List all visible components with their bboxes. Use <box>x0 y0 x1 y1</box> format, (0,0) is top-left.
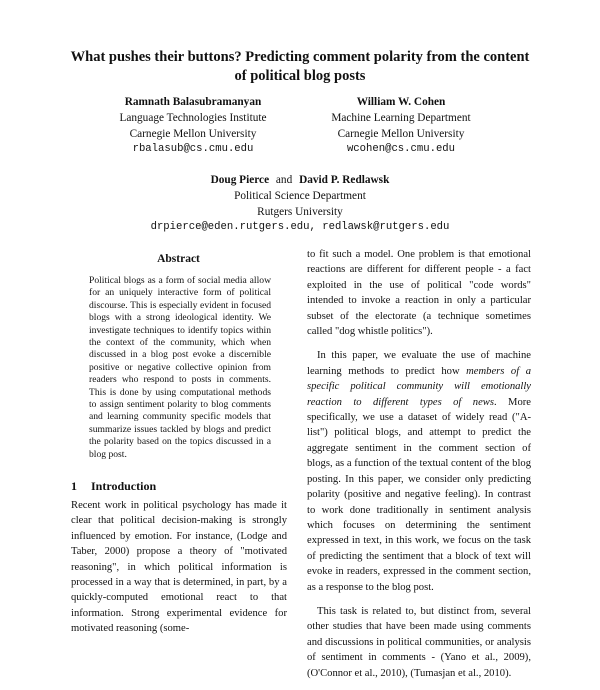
section-number: 1 <box>71 479 77 493</box>
abstract-text: Political blogs as a form of social media allow for an uniquely interactive form of political discourse. This is especially evident in focused blogs with a strong ideological identity. We investigate techniques to identify topics within the context of the community, which when discussed in a blog post evoke a discernible positive or negative collective opinion from readers who respond to posts in comments. This is done by using computational methods to assign sentiment polarity to blog comments and learning community specific models that summarize issues tackled by blogs and predict the polarity based on the topics discussed in a blog post. <box>89 275 271 460</box>
introduction-text: Recent work in political psychology has made it clear that political decision-making is strongly influenced by emotion. For instance, (Lodge and Taber, 2000) propose a theory of "motivated reasoning", in which political information is processed in a way that is determined, in part, by a quickly-computed emotional react to that information. Strong experimental evidence for motivated reasoning (some- <box>71 500 287 635</box>
author-name: William W. Cohen <box>356 96 446 108</box>
abstract-section <box>71 253 286 461</box>
paragraph: This task is related to, but distinct from, several other studies that have been made using comments and discussions in political communities, or analysis of sentiment in comments - (Yano et al., 2009), (O'Connor et al., 2010), (Tumasjan et al., 2010). <box>307 605 531 679</box>
paper-title <box>60 48 540 86</box>
title-line-2: of political blog posts <box>234 68 366 84</box>
author-email: wcohen@cs.cmu.edu <box>346 143 456 156</box>
paragraph: to fit such a model. One problem is that emotional reactions are different for different people - a fact exploited in the use of political "code words" intended to invoke a reaction in only a particular subset of the electorate (a technique sometimes called "dog whistle politics"). <box>307 249 531 338</box>
author-affiliation: Machine Learning Department <box>331 111 471 124</box>
author-block-1 <box>98 95 288 158</box>
paragraph-text: . More specifically, we use a dataset of widely read ("A-list") political blogs, and attempt to predict the aggregate sentiment in the comment section of blogs, as a function of the textual content of the blog posting. In this paper, we consider only predicting polarity (positive and negative feeling). In contrast to work done traditionally in sentiment analysis which focuses on determining the sentiment expressed in text, in this work, we focus on the task of predicting the sentiment that a block of text will evoke in readers, expressed in the comment section, as a response to the blog post. <box>307 396 531 593</box>
title-line-1: What pushes their buttons? Predicting comment polarity from the content <box>70 49 530 65</box>
abstract-heading: Abstract <box>157 253 200 265</box>
author-block-2 <box>306 95 496 158</box>
author-names <box>100 173 500 189</box>
author-block-3 <box>100 173 500 236</box>
author-name: Ramnath Balasubramanyan <box>124 96 262 108</box>
author-affiliation: Language Technologies Institute <box>119 111 267 124</box>
author-name: David P. Redlawsk <box>299 174 390 186</box>
author-conjunction: and <box>275 174 293 186</box>
author-institution: Carnegie Mellon University <box>337 127 465 140</box>
author-emails: drpierce@eden.rutgers.edu, redlawsk@rutgers.edu <box>150 221 450 234</box>
author-institution: Carnegie Mellon University <box>129 127 257 140</box>
author-institution: Rutgers University <box>257 205 343 218</box>
paragraph-text: In this paper, we evaluate the use of machine learning methods to predict how <box>307 350 531 377</box>
author-name: Doug Pierce <box>210 174 270 186</box>
author-email: rbalasub@cs.cmu.edu <box>132 143 254 156</box>
section-title: Introduction <box>91 479 157 493</box>
paragraph <box>307 348 531 595</box>
author-affiliation: Political Science Department <box>234 189 366 202</box>
emphasized-text: members of a specific political community will emotionally reaction to different types of news <box>307 365 531 408</box>
right-column <box>307 247 531 690</box>
section-heading-introduction <box>71 479 156 494</box>
